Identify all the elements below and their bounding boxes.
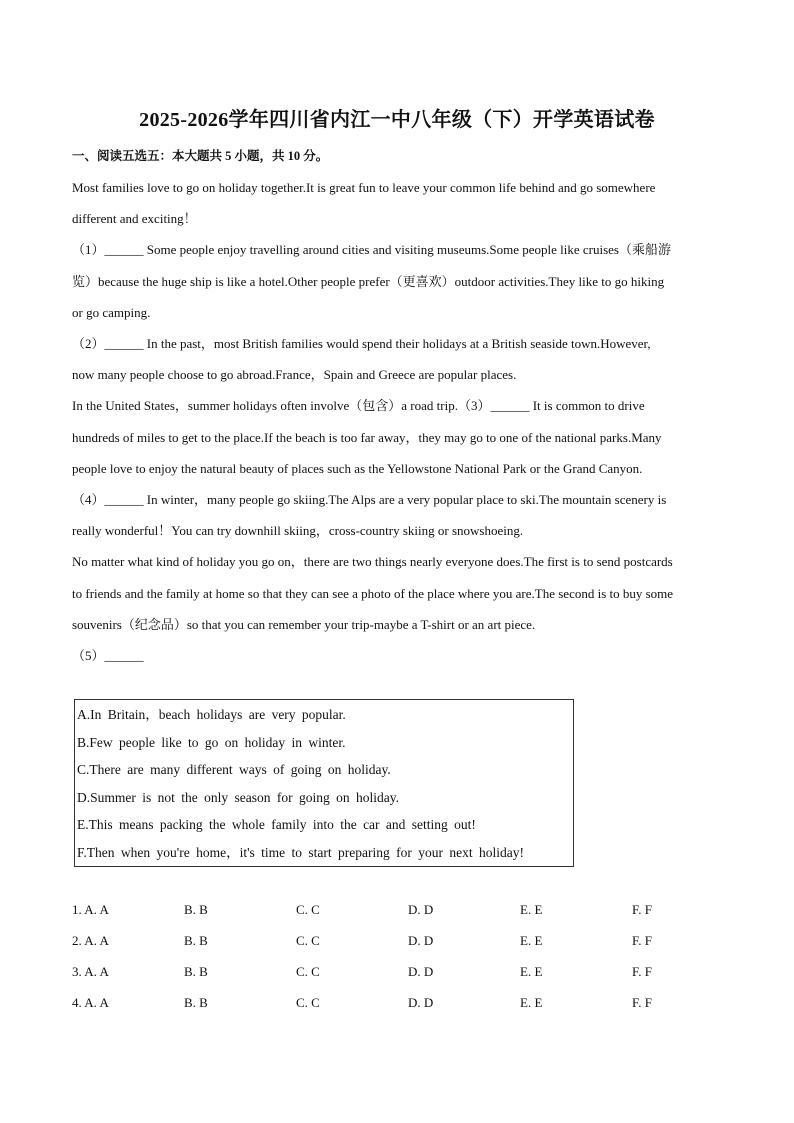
answer-choice[interactable]: D. D	[408, 933, 434, 948]
answer-choice[interactable]: F. F	[632, 995, 652, 1010]
answer-choice[interactable]: B. B	[184, 933, 208, 948]
answer-choice[interactable]: 2. A. A	[72, 933, 109, 948]
passage-line: Most families love to go on holiday together.It is great fun to leave your common life behind and go somewhere	[72, 180, 656, 195]
passage-line: （5）______	[72, 648, 144, 664]
answer-row	[72, 964, 744, 995]
answer-choice[interactable]: E. E	[520, 964, 543, 979]
section-heading: 一、阅读五选五：本大题共 5 小题，共 10 分。	[72, 149, 329, 163]
answer-choice[interactable]: 1. A. A	[72, 902, 109, 917]
passage-line: or go camping.	[72, 304, 151, 320]
answer-choice[interactable]: C. C	[296, 964, 320, 979]
page-title: 2025-2026学年四川省内江一中八年级（下）开学英语试卷	[139, 109, 655, 131]
answer-choice[interactable]: C. C	[296, 902, 320, 917]
option-c: C.There are many different ways of going on holiday.	[77, 762, 391, 777]
passage-line: No matter what kind of holiday you go on，there are two things nearly everyone does.The first is to send postcards	[72, 554, 673, 570]
option-b: B.Few people like to go on holiday in winter.	[77, 734, 346, 750]
answer-choice[interactable]: C. C	[296, 995, 320, 1010]
answer-choice[interactable]: F. F	[632, 933, 652, 948]
answer-choice[interactable]: 3. A. A	[72, 964, 109, 979]
answer-choice[interactable]: F. F	[632, 902, 652, 917]
answer-choice[interactable]: E. E	[520, 933, 543, 948]
passage-line: really wonderful！You can try downhill skiing，cross-country skiing or snowshoeing.	[72, 523, 524, 539]
answer-choice[interactable]: B. B	[184, 902, 208, 917]
answer-choices	[72, 902, 744, 1026]
option-f: F.Then when you're home，it's time to start preparing for your next holiday!	[77, 844, 524, 860]
reading-passage	[72, 172, 732, 671]
passage-line: souvenirs（纪念品）so that you can remember your trip-maybe a T-shirt or an art piece.	[72, 616, 536, 632]
answer-choice[interactable]: D. D	[408, 964, 434, 979]
answer-row	[72, 933, 744, 964]
passage-line: different and exciting！	[72, 211, 197, 227]
passage-line: In the United States，summer holidays often involve（包含）a road trip.（3）______ It is common to drive	[72, 398, 645, 414]
answer-choice[interactable]: D. D	[408, 902, 434, 917]
answer-choice[interactable]: E. E	[520, 995, 543, 1010]
answer-choice[interactable]: B. B	[184, 995, 208, 1010]
option-a: A.In Britain，beach holidays are very popular.	[77, 707, 346, 722]
passage-line: people love to enjoy the natural beauty of places such as the Yellowstone National Park or the Grand Canyon.	[72, 460, 643, 476]
passage-line: now many people choose to go abroad.France，Spain and Greece are popular places.	[72, 367, 517, 383]
answer-choice[interactable]: C. C	[296, 933, 320, 948]
passage-line: 览）because the huge ship is like a hotel.Other people prefer（更喜欢）outdoor activities.They like to go hiking	[72, 273, 665, 289]
passage-line: （4）______ In winter，many people go skiing.The Alps are a very popular place to ski.The mountain scenery is	[72, 492, 667, 508]
answer-choice[interactable]: F. F	[632, 964, 652, 979]
passage-line: （2）______ In the past，most British families would spend their holidays at a British seaside town.However,	[72, 336, 651, 352]
options-box	[74, 699, 574, 867]
option-d: D.Summer is not the only season for going on holiday.	[77, 789, 399, 805]
answer-row	[72, 902, 744, 933]
passage-line: hundreds of miles to get to the place.If the beach is too far away，they may go to one of the national parks.Many	[72, 429, 662, 445]
answer-choice[interactable]: 4. A. A	[72, 995, 109, 1010]
passage-line: （1）______ Some people enjoy travelling around cities and visiting museums.Some people like cruises（乘船游	[72, 242, 671, 258]
answer-choice[interactable]: B. B	[184, 964, 208, 979]
answer-choice[interactable]: D. D	[408, 995, 434, 1010]
answer-choice[interactable]: E. E	[520, 902, 543, 917]
answer-row	[72, 995, 744, 1026]
passage-line: to friends and the family at home so that they can see a photo of the place where you are.The second is to buy some	[72, 585, 674, 601]
option-e: E.This means packing the whole family into the car and setting out!	[77, 817, 476, 832]
